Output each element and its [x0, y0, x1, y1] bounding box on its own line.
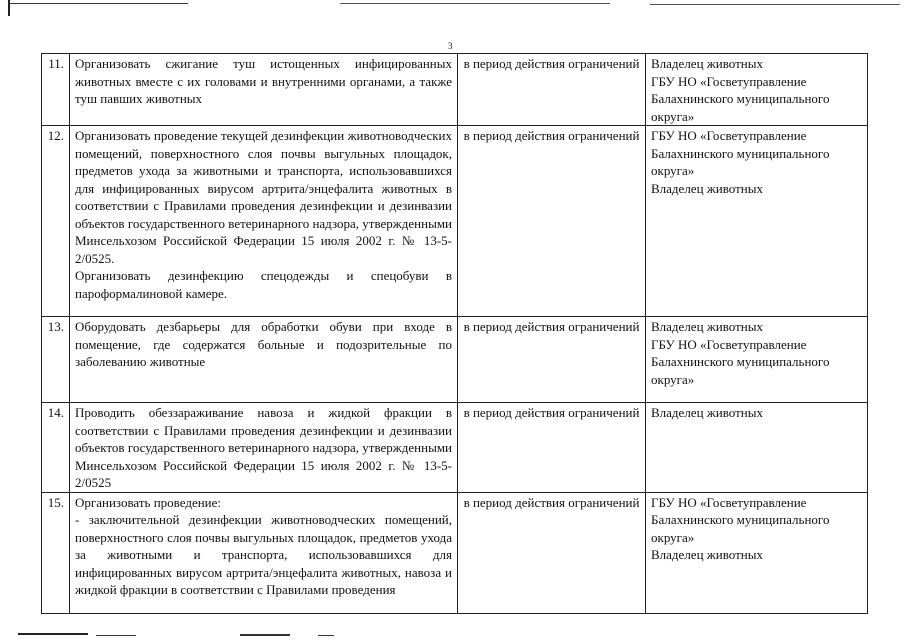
scan-edge-line — [8, 3, 188, 4]
action-text: Организовать сжигание туш истощенных инфицированных животных вместе с их головами и внутренними органами, а также туш павших животных — [70, 54, 458, 126]
scan-edge-line — [318, 635, 334, 636]
row-number: 15. — [42, 492, 70, 613]
scan-edge-line — [340, 3, 610, 4]
responsible-text: ГБУ НО «Госветуправление Балахнинского муниципального округа» Владелец животных — [646, 126, 868, 317]
responsible-text: Владелец животных ГБУ НО «Госветуправление Балахнинского муниципального округа» — [646, 54, 868, 126]
table-row — [42, 54, 868, 126]
period-text: в период действия ограничений — [458, 54, 646, 126]
responsible-text: ГБУ НО «Госветуправление Балахнинского муниципального округа» Владелец животных — [646, 492, 868, 613]
action-text: Организовать проведение текущей дезинфекции животноводческих помещений, поверхностного слоя почвы выгульных площадок, предметов ухода за животными и транспорта, использовавшихся для инфицированных вирусом артрита/энцефалита животных в соответствии с Правилами проведения дезинфекции и дезинвазии объектов государственного ветеринарного надзора, утвержденными Минсельхозом Российской Федерации 15 июля 2002 г. № 13-5-2/0525. Организовать дезинфекцию спецодежды и спецобуви в пароформалиновой камере. — [70, 126, 458, 317]
row-number: 14. — [42, 403, 70, 493]
period-text: в период действия ограничений — [458, 126, 646, 317]
scan-edge-line — [240, 634, 290, 636]
table-row — [42, 317, 868, 403]
table-row — [42, 403, 868, 493]
row-number: 12. — [42, 126, 70, 317]
scan-edge-line — [18, 633, 88, 635]
action-text: Организовать проведение: - заключительной дезинфекции животноводческих помещений, поверхностного слоя почвы выгульных площадок, предметов ухода за животными и транспорта, использовавшихся для инфицированных вирусом артрита/энцефалита животных, навоза и жидкой фракции в соответствии с Правилами проведения — [70, 492, 458, 613]
action-text: Оборудовать дезбарьеры для обработки обуви при входе в помещение, где содержатся больные и подозрительные по заболеванию животные — [70, 317, 458, 403]
row-number: 13. — [42, 317, 70, 403]
measures-table — [41, 53, 868, 614]
scan-edge-line — [650, 4, 900, 5]
responsible-text: Владелец животных ГБУ НО «Госветуправление Балахнинского муниципального округа» — [646, 317, 868, 403]
table-row — [42, 492, 868, 613]
table-row — [42, 126, 868, 317]
period-text: в период действия ограничений — [458, 492, 646, 613]
page-number: 3 — [448, 41, 453, 51]
action-text: Проводить обеззараживание навоза и жидкой фракции в соответствии с Правилами проведения дезинфекции и дезинвазии объектов государственного ветеринарного надзора, утвержденными Минсельхозом Российской Федерации 15 июля 2002 г. № 13-5-2/0525 — [70, 403, 458, 493]
period-text: в период действия ограничений — [458, 317, 646, 403]
row-number: 11. — [42, 54, 70, 126]
scan-edge-line — [96, 635, 136, 636]
responsible-text: Владелец животных — [646, 403, 868, 493]
period-text: в период действия ограничений — [458, 403, 646, 493]
